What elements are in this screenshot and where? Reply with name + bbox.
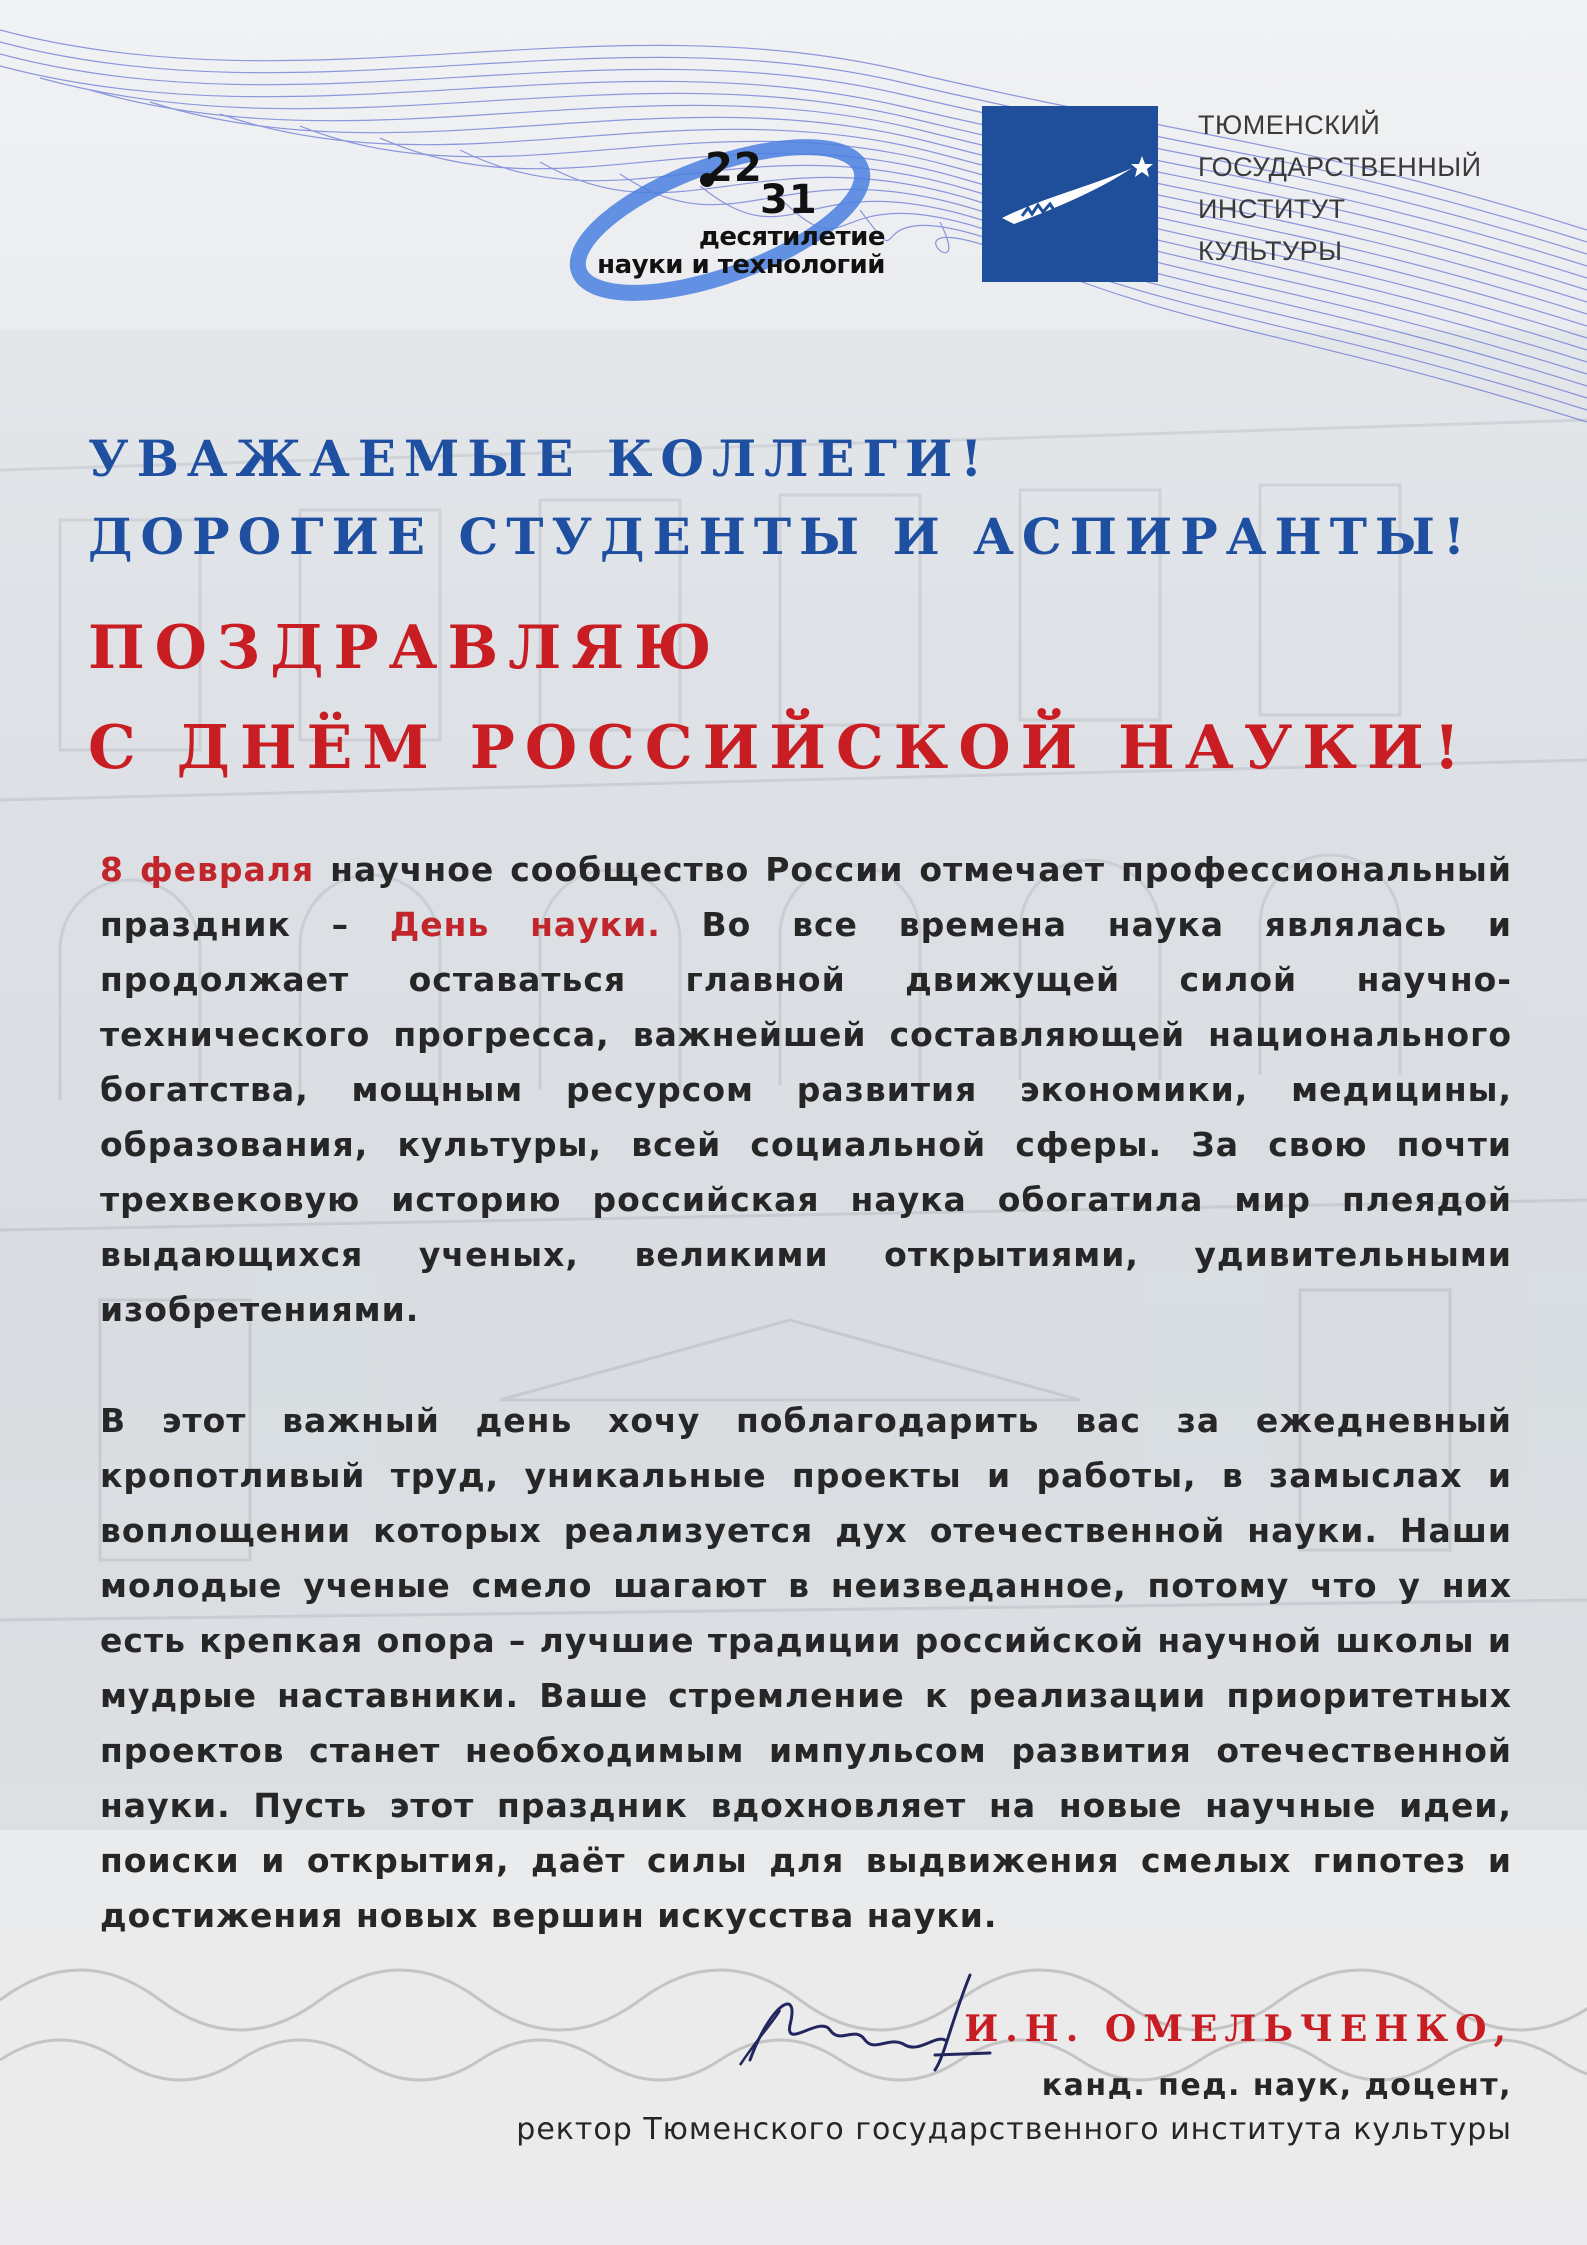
handwritten-signature (730, 1965, 1000, 2080)
congratulation-line2: С ДНЁМ РОССИЙСКОЙ НАУКИ! (88, 713, 1471, 783)
decade-number-top: 22 (705, 145, 763, 191)
institute-name-line1: ТЮМЕНСКИЙ (1198, 110, 1381, 140)
congratulation-line1: ПОЗДРАВЛЯЮ (88, 613, 722, 683)
greeting-heading (88, 420, 1473, 576)
paragraph-1 (100, 842, 1512, 1337)
signatory-name: И.Н. ОМЕЛЬЧЕНКО, (964, 2008, 1513, 2050)
decade-caption-line2: науки и технологий (597, 250, 885, 280)
paragraph-1-date: 8 февраля (100, 850, 315, 889)
decade-of-science-logo (560, 105, 900, 325)
header-logos (0, 0, 1587, 330)
greeting-line1: УВАЖАЕМЫЕ КОЛЛЕГИ! (88, 429, 991, 488)
institute-name-line2: ГОСУДАРСТВЕННЫЙ (1198, 152, 1482, 182)
comet-icon (982, 106, 1158, 282)
decade-caption (575, 223, 885, 279)
paragraph-2: В этот важный день хочу поблагодарить вас за ежедневный кропотливый труд, уникальные проекты и работы, в замыслах и воплощении которых реализуется дух отечественной науки. Наши молодые ученые смело шагают в неизведанное, потому что у них есть крепкая опора – лучшие традиции российской научной школы и мудрые наставники. Ваше стремление к реализации приоритетных проектов станет необходимым импульсом развития отечественной науки. Пусть этот праздник вдохновляет на новые научные идеи, поиски и открытия, даёт силы для выдвижения смелых гипотез и достижения новых вершин искусства науки. (100, 1401, 1512, 1935)
signatory-position: ректор Тюменского государственного института культуры (516, 2112, 1512, 2147)
decade-number-bottom: 31 (760, 177, 818, 223)
paragraph-1-holiday: День науки. (389, 905, 661, 944)
paragraph-1-part2: Во все времена наука являлась и продолжает оставаться главной движущей силой научно-технического прогресса, важнейшей составляющей национального богатства, мощным ресурсом развития экономики, медицины, образования, культуры, всей социальной сферы. За свою почти трехвековую историю российская наука обогатила мир плеядой выдающихся ученых, великими открытиями, удивительными изобретениями. (100, 905, 1512, 1329)
institute-name-line3: ИНСТИТУТ (1198, 194, 1346, 224)
institute-name (1198, 104, 1482, 272)
paragraph-1-part1: научное сообщество России отмечает профессиональный праздник – (100, 850, 1512, 944)
institute-name-line4: КУЛЬТУРЫ (1198, 236, 1343, 266)
congratulation-heading (88, 598, 1470, 798)
institute-logo-icon (982, 106, 1158, 282)
greeting-line2: ДОРОГИЕ СТУДЕНТЫ И АСПИРАНТЫ! (88, 507, 1473, 566)
signatory-degree: канд. пед. наук, доцент, (1041, 2068, 1512, 2103)
decade-caption-line1: десятилетие (698, 222, 885, 252)
